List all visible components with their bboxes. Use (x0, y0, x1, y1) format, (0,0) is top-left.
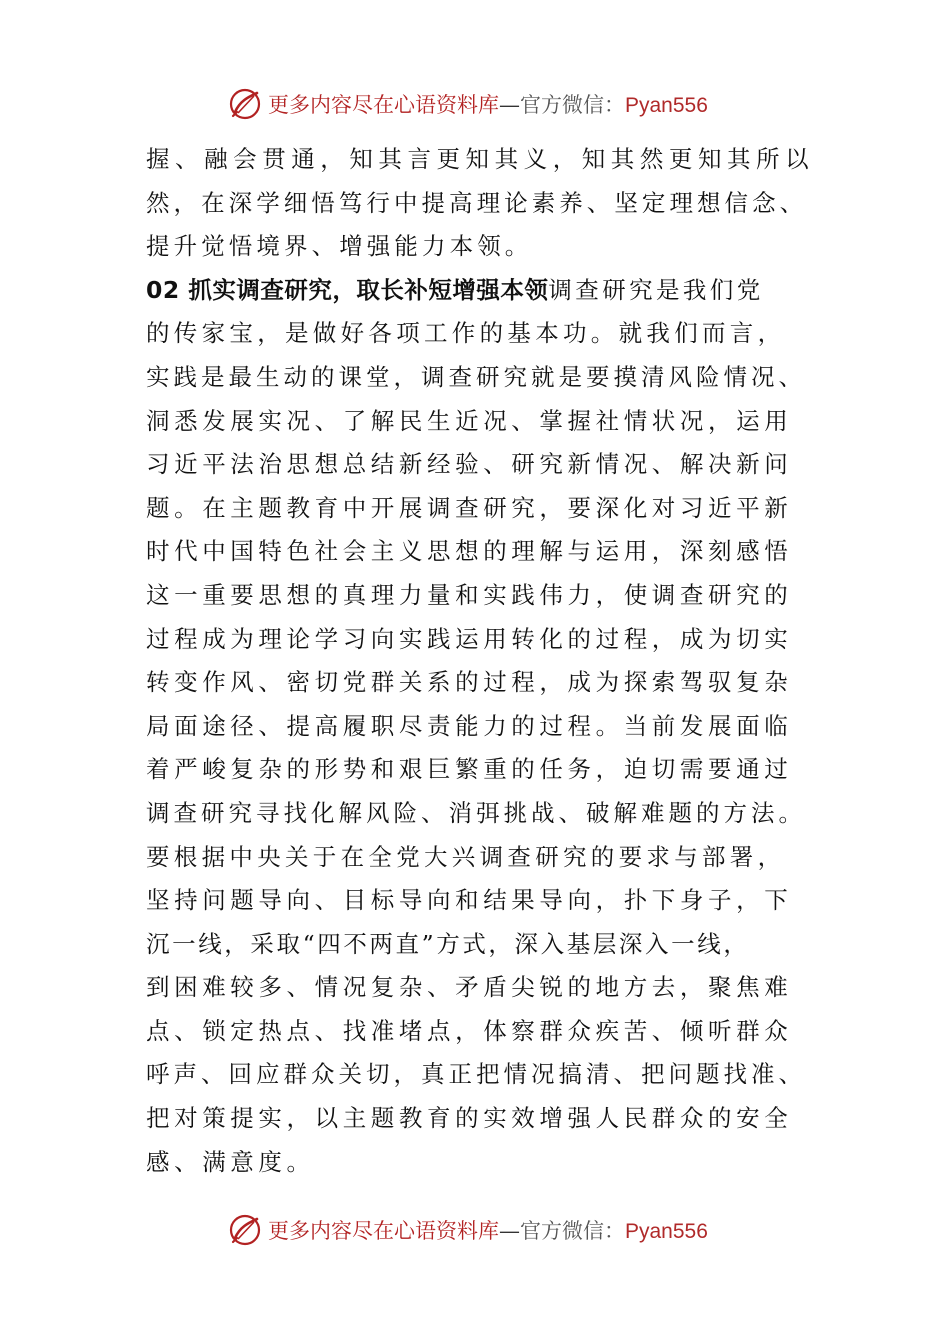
section-02-line-1-rest: 调查研究是我们党 (548, 275, 764, 304)
text-line (146, 225, 826, 269)
text-line (146, 618, 826, 662)
s2-line-13: 调查研究寻找化解风险、消弭挑战、破解难题的方法。 (146, 798, 806, 827)
watermark-title: 更多内容尽在心语资料库 (268, 1219, 499, 1243)
watermark-label: 官方微信： (520, 93, 625, 117)
s2-line-15: 坚持问题导向、目标导向和结果导向，扑下身子，下 (146, 886, 793, 915)
text-line (146, 705, 826, 749)
body-text (146, 138, 826, 1184)
s2-line-5: 习近平法治思想总结新经验、研究新情况、解决新问 (146, 450, 793, 479)
p1-line-3: 提升觉悟境界、增强能力本领。 (146, 232, 533, 261)
s2-line-20: 把对策提实，以主题教育的实效增强人民群众的安全 (146, 1104, 793, 1133)
s2-line-16: 沉一线，采取“四不两直”方式，深入基层深入一线， (146, 929, 750, 958)
watermark-title: 更多内容尽在心语资料库 (268, 93, 499, 117)
text-line (146, 923, 826, 967)
text-line (146, 748, 826, 792)
text-line (146, 1010, 826, 1054)
watermark-text (268, 1215, 708, 1245)
section-heading-line (146, 269, 826, 313)
watermark-dash: — (499, 1219, 520, 1243)
text-line (146, 530, 826, 574)
s2-line-21: 感、满意度。 (146, 1147, 315, 1176)
s2-line-14: 要根据中央关于在全党大兴调查研究的要求与部署， (146, 842, 786, 871)
pen-logo-icon (228, 87, 262, 121)
text-line (146, 661, 826, 705)
text-line (146, 1141, 826, 1185)
header-watermark (228, 84, 748, 124)
watermark-text (268, 89, 708, 119)
footer-watermark (228, 1210, 748, 1250)
text-line (146, 138, 826, 182)
pen-logo-icon (228, 1213, 262, 1247)
s2-line-18: 点、锁定热点、找准堵点，体察群众疾苦、倾听群众 (146, 1016, 793, 1045)
text-line (146, 1097, 826, 1141)
p1-line-1: 握、融会贯通，知其言更知其义，知其然更知其所以 (146, 145, 815, 173)
section-02-heading: 02 抓实调查研究，取长补短增强本领 (146, 275, 549, 304)
s2-line-11: 局面途径、提高履职尽责能力的过程。当前发展面临 (146, 711, 793, 740)
watermark-wechat-id: Pyan556 (625, 94, 708, 117)
text-line (146, 879, 826, 923)
text-line (146, 792, 826, 836)
text-line (146, 182, 826, 226)
watermark-label: 官方微信： (520, 1219, 625, 1243)
text-line (146, 312, 826, 356)
s2-line-17: 到困难较多、情况复杂、矛盾尖锐的地方去，聚焦难 (146, 973, 793, 1002)
p1-line-2: 然，在深学细悟笃行中提高理论素养、坚定理想信念、 (146, 188, 808, 217)
s2-line-12: 着严峻复杂的形势和艰巨繁重的任务，迫切需要通过 (146, 755, 793, 784)
text-line (146, 356, 826, 400)
s2-line-8: 这一重要思想的真理力量和实践伟力，使调查研究的 (146, 580, 793, 609)
s2-line-10: 转变作风、密切党群关系的过程，成为探索驾驭复杂 (146, 668, 793, 697)
text-line (146, 487, 826, 531)
s2-line-3: 实践是最生动的课堂，调查研究就是要摸清风险情况、 (146, 362, 806, 391)
s2-line-4: 洞悉发展实况、了解民生近况、掌握社情状况，运用 (146, 406, 793, 435)
s2-line-7: 时代中国特色社会主义思想的理解与运用，深刻感悟 (146, 537, 793, 566)
s2-line-9: 过程成为理论学习向实践运用转化的过程，成为切实 (146, 624, 793, 653)
watermark-dash: — (499, 93, 520, 117)
s2-line-2: 的传家宝，是做好各项工作的基本功。就我们而言， (146, 319, 786, 348)
text-line (146, 574, 826, 618)
text-line (146, 443, 826, 487)
text-line (146, 966, 826, 1010)
s2-line-19: 呼声、回应群众关切，真正把情况搞清、把问题找准、 (146, 1060, 806, 1089)
s2-line-6: 题。在主题教育中开展调查研究，要深化对习近平新 (146, 493, 793, 522)
text-line (146, 400, 826, 444)
watermark-wechat-id: Pyan556 (625, 1220, 708, 1243)
text-line (146, 1053, 826, 1097)
text-line (146, 836, 826, 880)
